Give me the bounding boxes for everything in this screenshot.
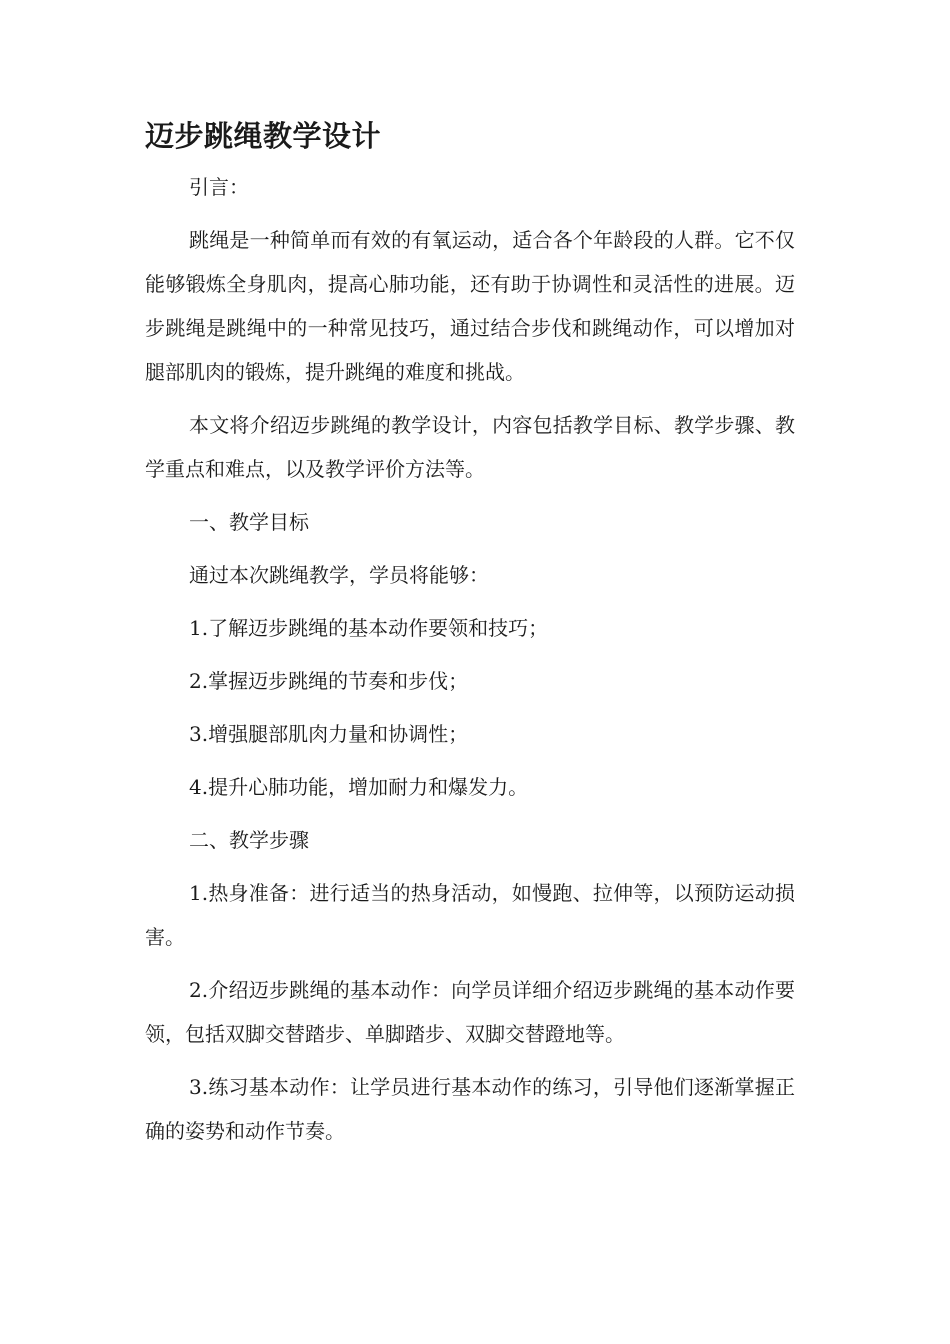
paragraph-overview: 本文将介绍迈步跳绳的教学设计，内容包括教学目标、教学步骤、教学重点和难点，以及教学评价方法等。	[145, 413, 795, 481]
paragraph-goals-lead: 通过本次跳绳教学，学员将能够：	[189, 563, 489, 587]
step-item: 1.热身准备：进行适当的热身活动，如慢跑、拉伸等，以预防运动损害。	[145, 881, 795, 949]
step-item: 3.练习基本动作：让学员进行基本动作的练习，引导他们逐渐掌握正确的姿势和动作节奏。	[145, 1075, 795, 1143]
document-body	[145, 165, 795, 1162]
paragraph-intro: 跳绳是一种简单而有效的有氧运动，适合各个年龄段的人群。它不仅能够锻炼全身肌肉，提高心肺功能，还有助于协调性和灵活性的进展。迈步跳绳是跳绳中的一种常见技巧，通过结合步伐和跳绳动作，可以增加对腿部肌肉的锻炼，提升跳绳的难度和挑战。	[145, 228, 795, 384]
paragraph-intro-heading: 引言：	[189, 175, 249, 199]
goal-item: 2.掌握迈步跳绳的节奏和步伐；	[189, 669, 469, 693]
section-heading-goals: 一、教学目标	[189, 510, 309, 534]
goal-item: 3.增强腿部肌肉力量和协调性；	[189, 722, 469, 746]
goal-item: 1.了解迈步跳绳的基本动作要领和技巧；	[189, 616, 549, 640]
step-item: 2.介绍迈步跳绳的基本动作：向学员详细介绍迈步跳绳的基本动作要领，包括双脚交替踏步、单脚踏步、双脚交替蹬地等。	[145, 978, 795, 1046]
document-title: 迈步跳绳教学设计	[145, 119, 382, 153]
goal-item: 4.提升心肺功能，增加耐力和爆发力。	[189, 775, 529, 799]
section-heading-steps: 二、教学步骤	[189, 828, 309, 852]
